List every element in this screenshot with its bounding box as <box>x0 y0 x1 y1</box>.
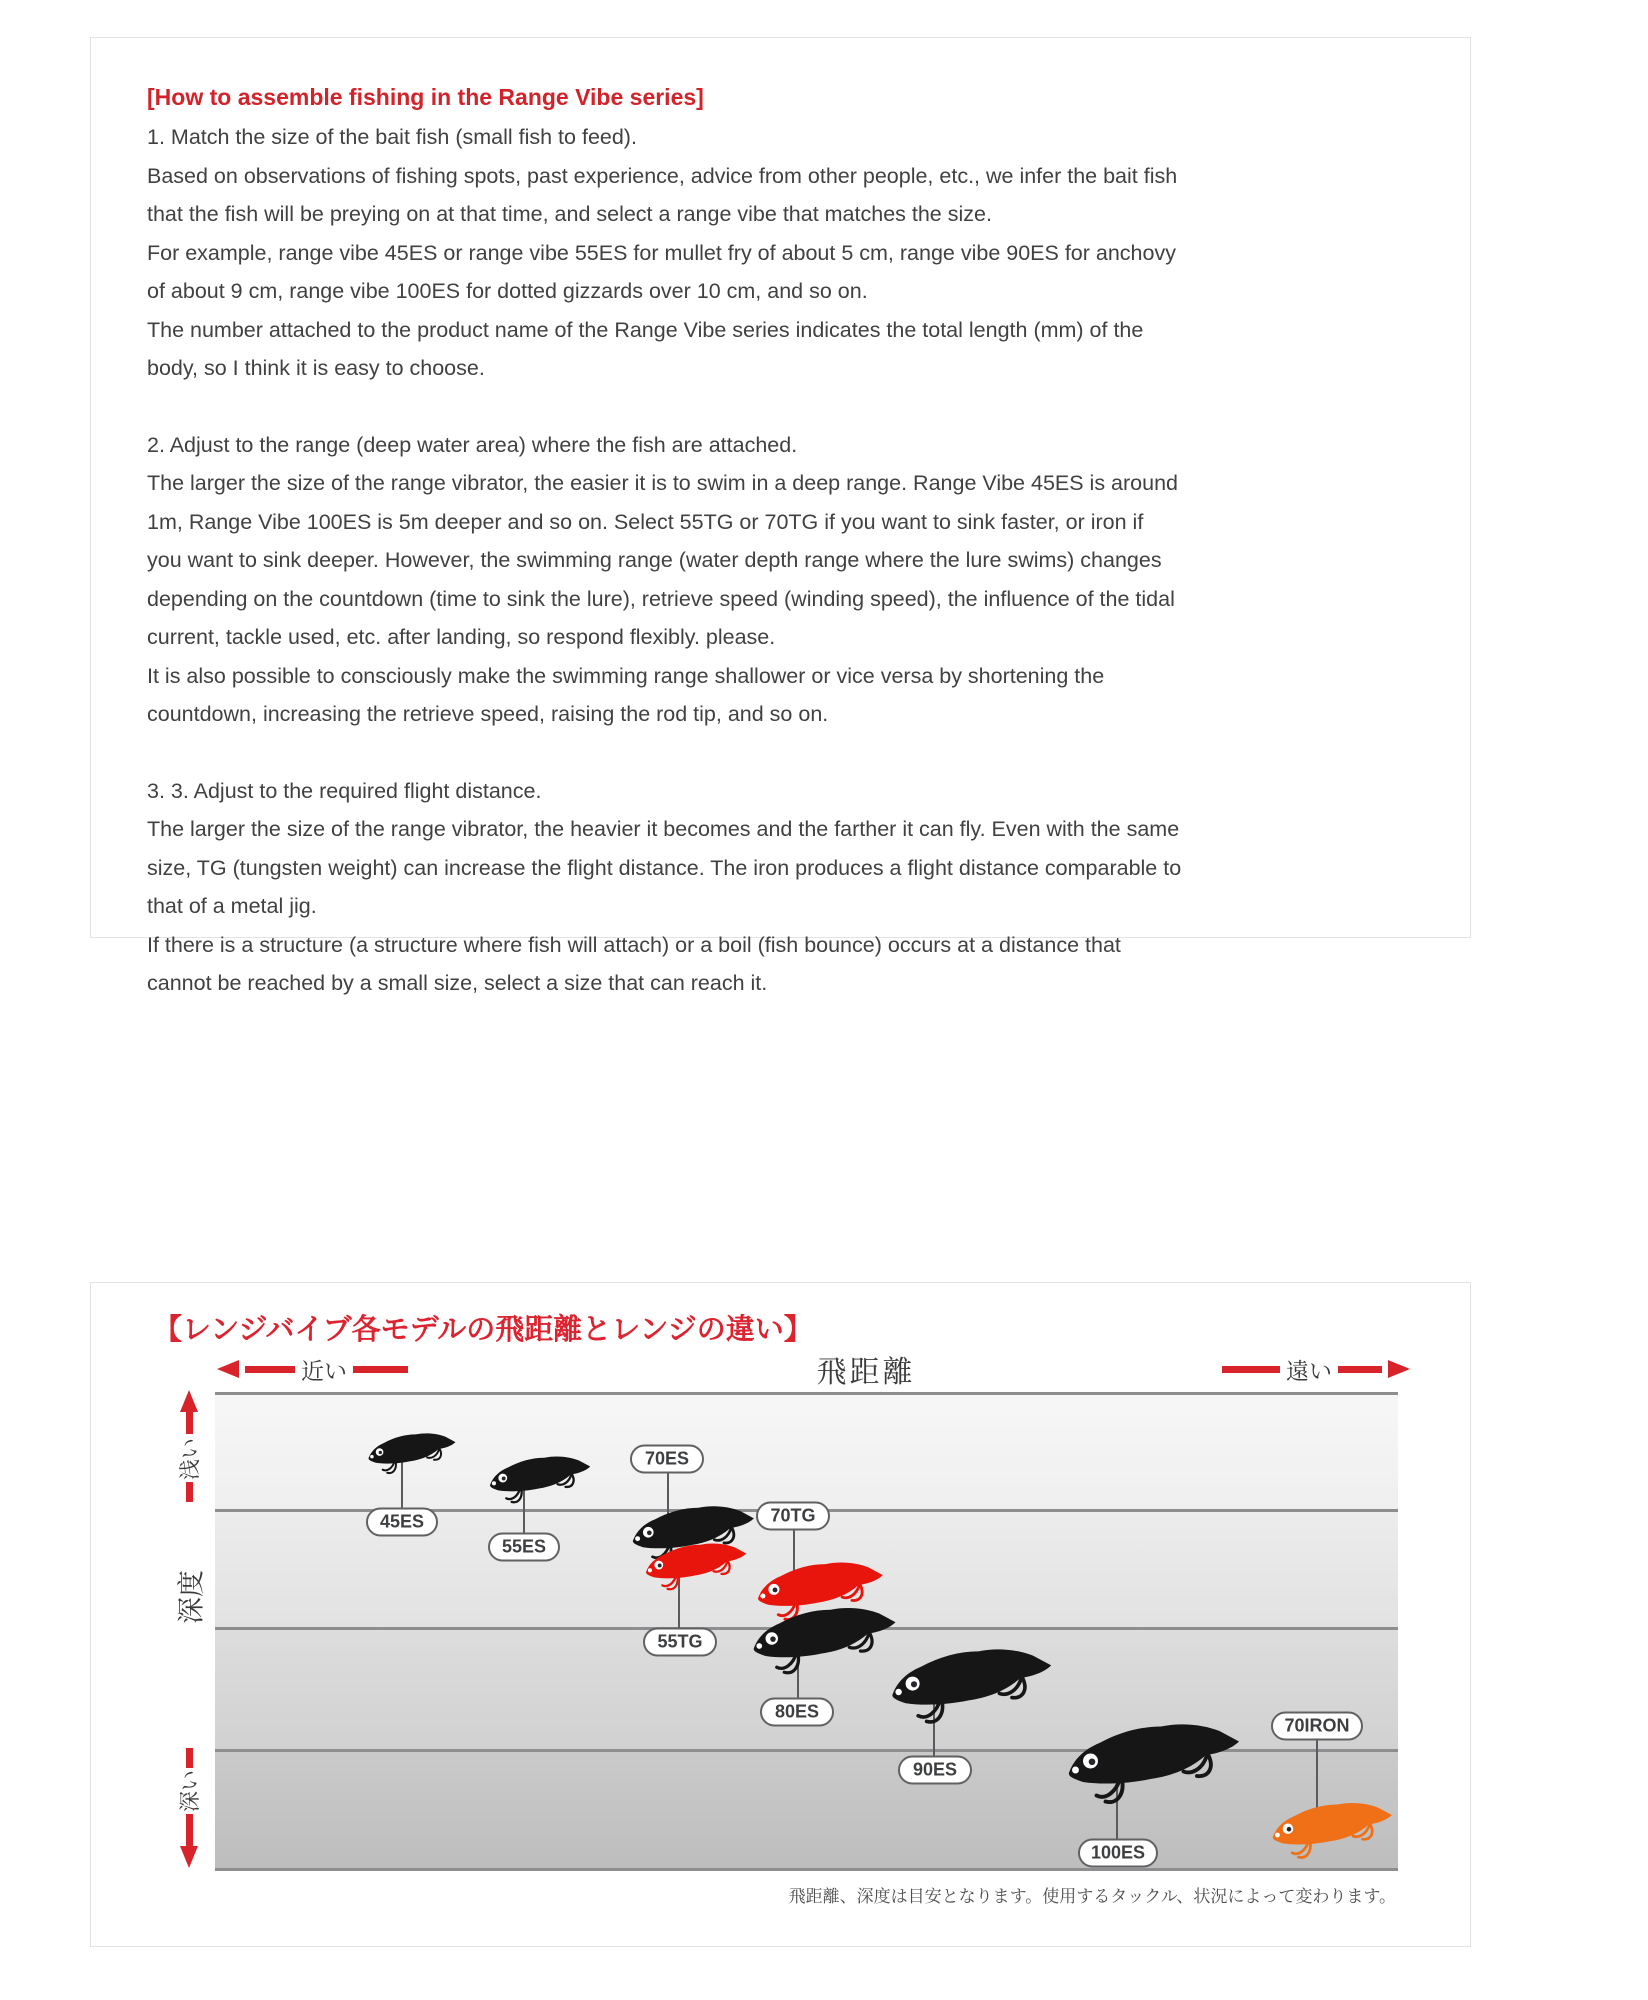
arrow-left-icon <box>217 1360 239 1378</box>
article-line: The larger the size of the range vibrator, the easier it is to swim in a deep range. Range Vibe 45ES is around 1m, Range Vibe 100ES is 5m deeper and so on. Select 55TG or 70TG if you want to sink faster, or iron if you want to sink deeper. However, the swimming range (water depth range where the lure swims) changes depending on the countdown (time to sink the lure), retrieve speed (winding speed), the influence of the tidal current, tackle used, etc. after landing, so respond flexibly. please. <box>147 471 1179 649</box>
diagram-title: 【レンジバイブ各モデルの飛距離とレンジの違い】 <box>153 1314 813 1346</box>
article-line: For example, range vibe 45ES or range vibe 55ES for mullet fry of about 5 cm, range vibe 90ES for anchovy of about 9 cm, range vibe 100ES for dotted gizzards over 10 cm, and so on. <box>147 240 1176 303</box>
arrow-bar <box>245 1366 295 1373</box>
depth-band <box>215 1750 1398 1871</box>
article-line: Based on observations of fishing spots, past experience, advice from other people, etc., we infer the bait fish that the fish will be preying on at that time, and select a range vibe that matches the size. <box>147 163 1178 226</box>
far-arrow <box>1222 1357 1410 1384</box>
arrow-right-icon <box>1388 1360 1410 1378</box>
arrow-bar <box>353 1366 408 1373</box>
lure-label-pill: 90ES <box>898 1756 972 1785</box>
article-paragraph <box>147 772 1182 1003</box>
lure-label-pill: 80ES <box>760 1698 834 1727</box>
article-line: If there is a structure (a structure where fish will attach) or a boil (fish bounce) occurs at a distance that cannot be reached by a small size, select a size that can reach it. <box>147 932 1121 995</box>
lure-label-pill: 45ES <box>366 1508 438 1537</box>
arrow-bar <box>186 1814 193 1846</box>
near-arrow <box>217 1357 408 1384</box>
depth-distance-chart <box>215 1392 1398 1871</box>
article-paragraph <box>147 426 1182 734</box>
diagram-caption: 飛距離、深度は目安となります。使用するタックル、状況によって変わります。 <box>788 1887 1396 1906</box>
lure-label-pill: 55TG <box>643 1628 717 1657</box>
arrow-bar <box>1222 1366 1280 1373</box>
depth-band <box>215 1392 1398 1510</box>
article-body <box>147 118 1414 1003</box>
shallow-label: 浅い <box>179 1438 202 1480</box>
article-line: It is also possible to consciously make the swimming range shallower or vice versa by shortening the countdown, increasing the retrieve speed, raising the rod tip, and so on. <box>147 663 1105 726</box>
depth-line <box>215 1392 1398 1395</box>
article-heading: [How to assemble fishing in the Range Vibe series] <box>147 84 704 110</box>
article-line: The larger the size of the range vibrator, the heavier it becomes and the farther it can fly. Even with the same size, TG (tungsten weight) can increase the flight distance. The iron produces a flight distance comparable to that of a metal jig. <box>147 817 1182 918</box>
deep-label: 深い <box>179 1770 202 1812</box>
arrow-dash <box>186 1482 193 1502</box>
near-label: 近い <box>301 1357 347 1384</box>
article-paragraph <box>147 118 1182 388</box>
depth-axis-label: 深度 <box>176 1570 207 1624</box>
depth-line <box>215 1749 1398 1752</box>
lure-label-pill: 70ES <box>630 1445 704 1474</box>
article-content <box>91 38 1470 1003</box>
depth-line <box>215 1509 1398 1512</box>
arrow-up-icon <box>180 1390 198 1412</box>
arrow-down-icon <box>180 1846 198 1868</box>
depth-band <box>215 1510 1398 1628</box>
arrow-bar <box>1338 1366 1382 1373</box>
arrow-dash <box>186 1748 193 1768</box>
article-panel <box>90 37 1471 995</box>
article-line: 2. Adjust to the range (deep water area) where the fish are attached. <box>147 432 798 457</box>
arrow-bar <box>186 1412 193 1434</box>
far-label: 遠い <box>1286 1357 1332 1384</box>
x-axis-label: 飛距離 <box>816 1356 916 1389</box>
article-line: 3. 3. Adjust to the required flight distance. <box>147 778 542 803</box>
depth-line <box>215 1868 1398 1871</box>
article-line: 1. Match the size of the bait fish (small fish to feed). <box>147 125 637 149</box>
lure-label-pill: 70TG <box>756 1502 830 1531</box>
lure-label-pill: 55ES <box>488 1533 560 1562</box>
depth-line <box>215 1627 1398 1630</box>
article-line: The number attached to the product name of the Range Vibe series indicates the total length (mm) of the body, so I think it is easy to choose. <box>147 317 1144 380</box>
depth-band <box>215 1628 1398 1750</box>
lure-label-pill: 100ES <box>1078 1839 1158 1868</box>
lure-label-pill: 70IRON <box>1271 1712 1363 1741</box>
